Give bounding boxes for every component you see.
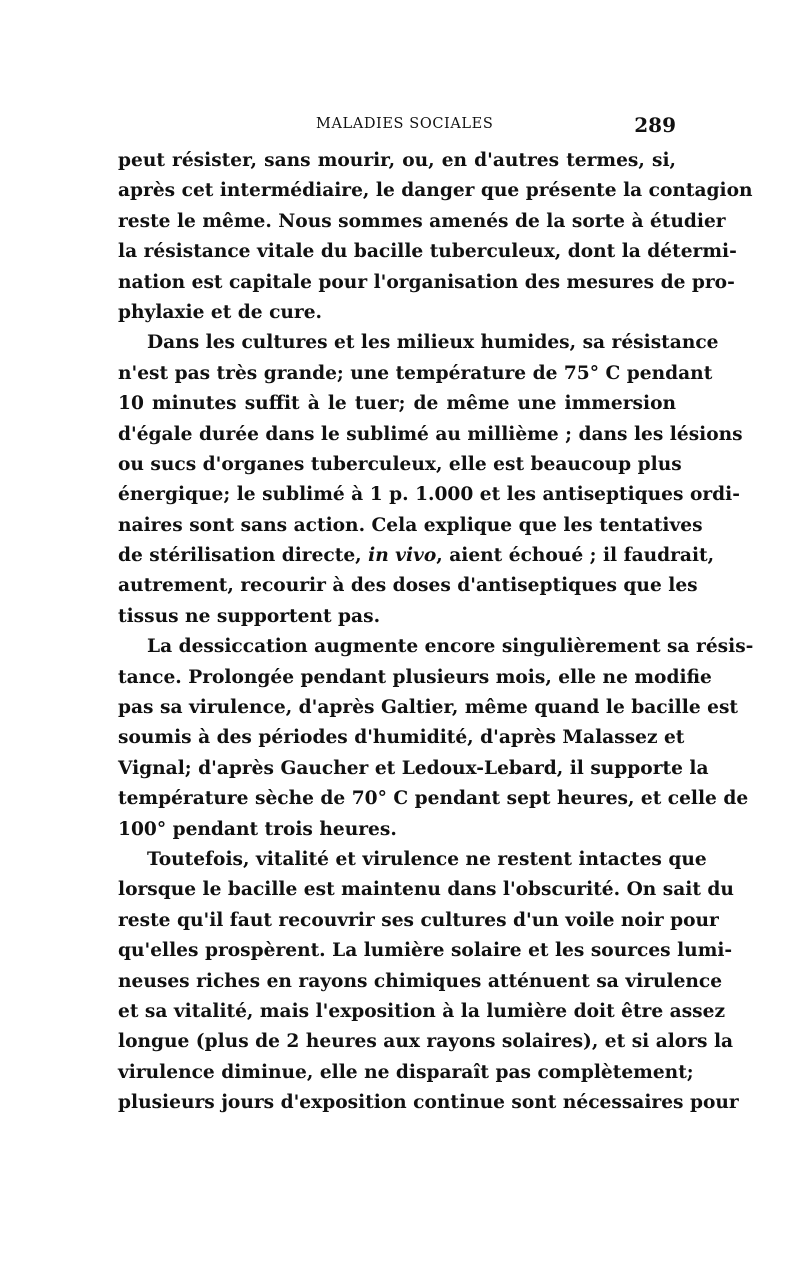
text-line: tissus ne supportent pas. <box>118 605 381 627</box>
text-line: plusieurs jours d'exposition continue sont nécessaires pour <box>118 1092 739 1114</box>
text-line: phylaxie et de cure. <box>118 301 323 323</box>
text-line: et sa vitalité, mais l'exposition à la lumière doit être assez <box>118 1000 726 1022</box>
paragraph-1 <box>118 146 753 328</box>
text-line: longue (plus de 2 heures aux rayons solaires), et si alors la <box>118 1031 734 1053</box>
paragraph-3 <box>118 632 754 845</box>
text-line: neuses riches en rayons chimiques atténuent sa virulence <box>118 970 723 992</box>
text-segment: , aient échoué ; il faudrait, <box>436 545 715 567</box>
text-line: 100° pendant trois heures. <box>118 818 397 840</box>
text-line: Toutefois, vitalité et virulence ne restent intactes que <box>147 848 707 870</box>
italic-phrase: in vivo <box>368 545 437 567</box>
text-segment: de stérilisation directe, <box>118 545 369 567</box>
text-line: température sèche de 70° C pendant sept heures, et celle de <box>118 788 749 810</box>
page-number: 289 <box>634 113 676 137</box>
running-title: MALADIES SOCIALES <box>316 116 494 132</box>
text-line: ou sucs d'organes tuberculeux, elle est beaucoup plus <box>118 453 682 475</box>
text-line: peut résister, sans mourir, ou, en d'autres termes, si, <box>118 150 676 171</box>
text-line: virulence diminue, elle ne disparaît pas complètement; <box>118 1061 694 1083</box>
text-line: reste le même. Nous sommes amenés de la sorte à étudier <box>118 210 726 232</box>
text-line: autrement, recourir à des doses d'antiseptiques que les <box>118 575 698 597</box>
text-line: la résistance vitale du bacille tuberculeux, dont la détermi- <box>118 241 737 263</box>
body-text <box>118 146 754 1119</box>
text-line: qu'elles prospèrent. La lumière solaire et les sources lumi- <box>118 940 733 962</box>
text-line: après cet intermédiaire, le danger que présente la contagion <box>118 180 753 202</box>
paragraph-4 <box>118 845 739 1119</box>
text-line: Vignal; d'après Gaucher et Ledoux-Lebard, il supporte la <box>118 757 709 779</box>
text-line: tance. Prolongée pendant plusieurs mois, elle ne modifie <box>118 666 712 688</box>
text-line: 10 minutes suffit à le tuer; de même une immersion <box>118 393 676 415</box>
text-line: d'égale durée dans le sublimé au millième ; dans les lésions <box>118 423 743 445</box>
text-line-with-italic <box>118 541 715 571</box>
text-line: n'est pas très grande; une température de 75° C pendant <box>118 362 713 384</box>
text-line: reste qu'il faut recouvrir ses cultures d'un voile noir pour <box>118 909 719 931</box>
text-line: lorsque le bacille est maintenu dans l'obscurité. On sait du <box>118 879 734 901</box>
text-line: naires sont sans action. Cela explique que les tentatives <box>118 514 703 536</box>
text-line: soumis à des périodes d'humidité, d'après Malassez et <box>118 727 685 749</box>
text-line: énergique; le sublimé à 1 p. 1.000 et les antiseptiques ordi- <box>118 484 740 506</box>
paragraph-2 <box>118 328 743 632</box>
text-line: Dans les cultures et les milieux humides, sa résistance <box>147 332 719 354</box>
text-line: La dessiccation augmente encore singulièrement sa résis- <box>147 636 754 658</box>
running-header <box>118 113 676 140</box>
text-line: nation est capitale pour l'organisation des mesures de pro- <box>118 271 735 293</box>
text-line: pas sa virulence, d'après Galtier, même quand le bacille est <box>118 697 739 719</box>
